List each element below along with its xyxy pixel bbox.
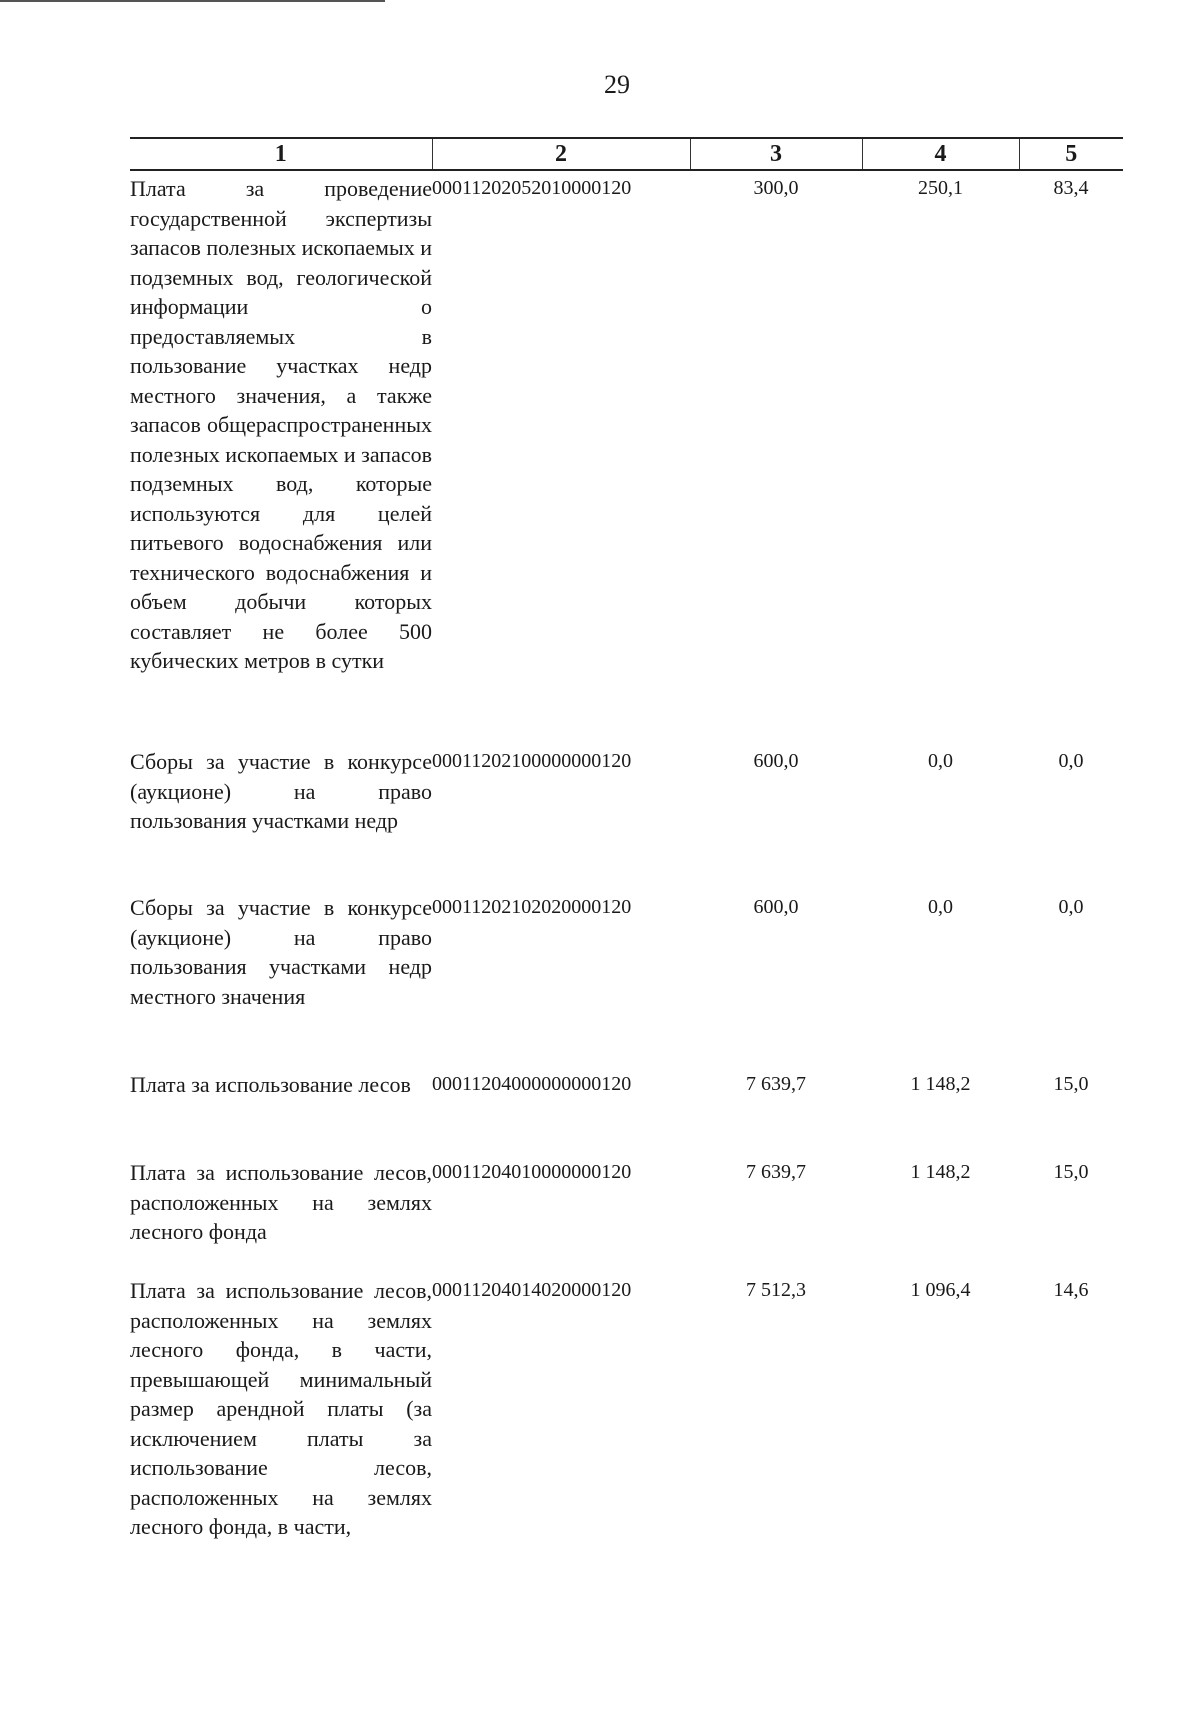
row-name: Сборы за участие в конкурсе (аукционе) на право пользования участками недр местного значения — [130, 895, 432, 1009]
scan-edge — [0, 0, 385, 2]
row-value-5: 0,0 — [1058, 896, 1084, 918]
row-name: Сборы за участие в конкурсе (аукционе) на право пользования участками недр — [130, 749, 432, 833]
row-code: 00011204014020000120 — [432, 1279, 632, 1301]
table-row — [130, 1070, 1123, 1158]
table-row — [130, 747, 1123, 893]
row-code: 00011202102020000120 — [432, 896, 632, 918]
header-col-5: 5 — [1019, 138, 1123, 170]
row-value-5: 0,0 — [1058, 750, 1084, 772]
row-value-3: 7 639,7 — [746, 1073, 806, 1095]
row-name: Плата за проведение государственной экспертизы запасов полезных ископаемых и подземных вод, геологической информации о предоставляемых в пользование участках недр местного значения, а также запасов общераспространенных полезных ископаемых и запасов подземных вод, которые используются для целей питьевого водоснабжения или технического водоснабжения и объем добычи которых составляет не более 500 кубических метров в сутки — [130, 176, 432, 673]
header-row — [130, 138, 1123, 170]
table-row — [130, 1158, 1123, 1276]
header-col-3: 3 — [690, 138, 862, 170]
row-value-3: 7 512,3 — [746, 1279, 806, 1301]
budget-table — [130, 137, 1123, 1542]
row-value-3: 600,0 — [753, 750, 799, 772]
row-value-4: 1 148,2 — [910, 1161, 971, 1183]
header-col-1: 1 — [130, 138, 432, 170]
row-value-4: 1 096,4 — [910, 1279, 971, 1301]
row-code: 00011204010000000120 — [432, 1161, 632, 1183]
row-code: 00011204000000000120 — [432, 1073, 632, 1095]
row-value-4: 1 148,2 — [910, 1073, 971, 1095]
row-value-3: 600,0 — [753, 896, 799, 918]
row-code: 00011202100000000120 — [432, 750, 632, 772]
header-col-4: 4 — [862, 138, 1019, 170]
table-row — [130, 893, 1123, 1070]
row-value-4: 0,0 — [928, 750, 953, 772]
header-col-2: 2 — [432, 138, 690, 170]
row-code: 00011202052010000120 — [432, 177, 632, 199]
row-value-5: 15,0 — [1053, 1073, 1089, 1095]
row-value-5: 15,0 — [1053, 1161, 1089, 1183]
page-number: 29 — [604, 70, 630, 99]
table-row — [130, 170, 1123, 747]
row-value-3: 7 639,7 — [746, 1161, 806, 1183]
row-value-5: 83,4 — [1053, 177, 1089, 199]
row-value-5: 14,6 — [1053, 1279, 1089, 1301]
row-name: Плата за использование лесов — [130, 1072, 411, 1097]
row-value-4: 0,0 — [928, 896, 953, 918]
table-row — [130, 1276, 1123, 1542]
row-value-4: 250,1 — [918, 177, 963, 199]
row-name: Плата за использование лесов, расположенных на землях лесного фонда — [130, 1160, 432, 1244]
row-value-3: 300,0 — [753, 177, 799, 199]
row-name: Плата за использование лесов, расположенных на землях лесного фонда, в части, превышающей минимальный размер арендной платы (за исключением платы за использование лесов, расположенных на землях лесного фонда, в части, — [130, 1278, 432, 1539]
